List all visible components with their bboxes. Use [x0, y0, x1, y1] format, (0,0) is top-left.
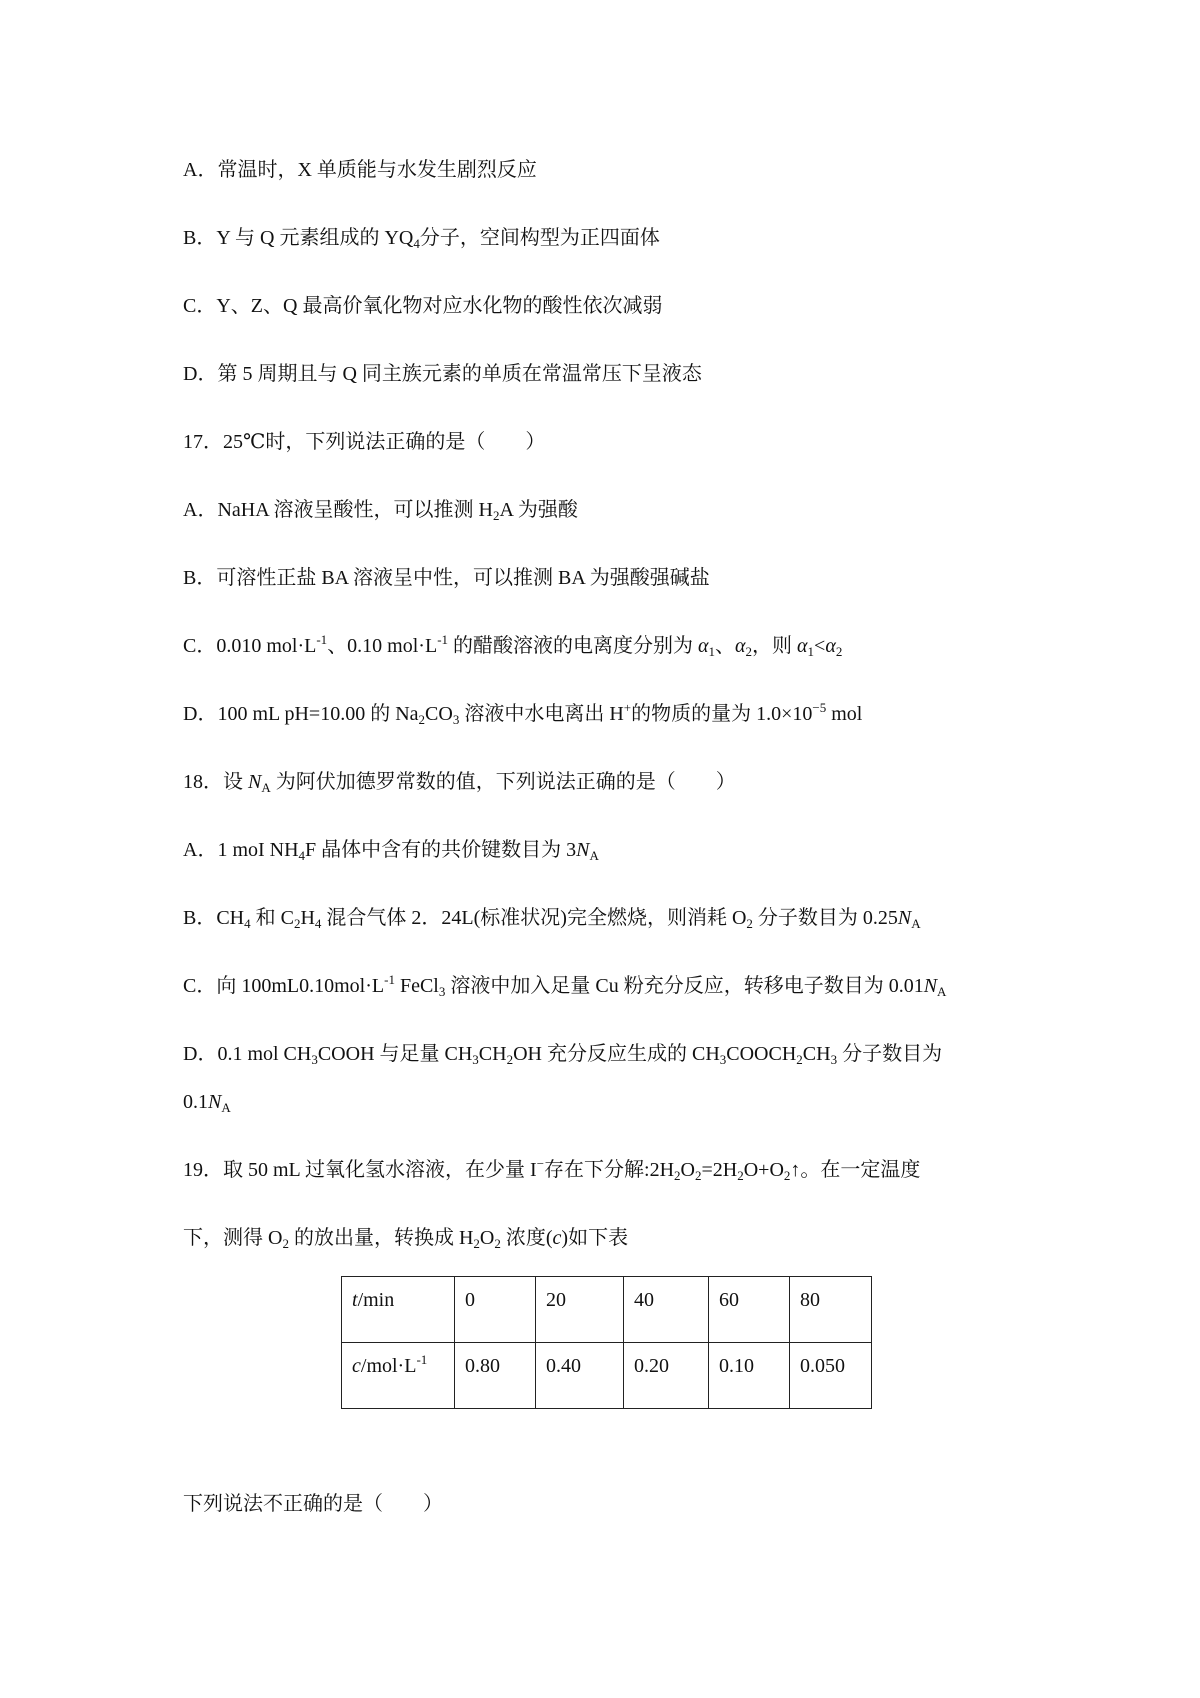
table-header-concentration: $c/mol\cdot L^{-1}$: [342, 1343, 455, 1409]
q17-option-a: A．NaHA 溶液呈酸性，可以推测 $H_2A$ 为强酸: [183, 499, 578, 523]
q18-option-d: D．0.1 mol $CH_3COOH$ 与足量 $CH_3CH_2OH$ 充分反应生成的 $CH_3COOCH_2CH_3$ 分子数目为: [183, 1043, 943, 1067]
table-row-time: [342, 1277, 872, 1343]
table-cell: 0.050: [790, 1343, 872, 1409]
q16-option-b: B．Y 与 Q 元素组成的 $YQ_4$分子，空间构型为正四面体: [183, 227, 660, 251]
q16-option-d: D．第 5 周期且与 Q 同主族元素的单质在常温常压下呈液态: [183, 363, 702, 385]
concentration-table: [341, 1276, 872, 1409]
table-header-time: t/min: [342, 1277, 455, 1343]
q19-stem-line-1: 19．取 50 mL 过氧化氢水溶液，在少量 I−存在下分解$:2H_2O_2=2H_2O+O_2↑$。在一定温度: [183, 1156, 921, 1183]
q17-stem: 17．25℃时，下列说法正确的是（ ）: [183, 431, 546, 453]
table-row-concentration: [342, 1343, 872, 1409]
q18-option-d-continued: $0.1N_A$: [183, 1091, 231, 1115]
q19-question: 下列说法不正确的是（ ）: [183, 1493, 443, 1515]
q16-option-c: C．Y、Z、Q 最高价氧化物对应水化物的酸性依次减弱: [183, 295, 663, 317]
table-cell: 0.40: [536, 1343, 624, 1409]
q18-option-b: B．$CH_4$ 和 $C_2H_4$ 混合气体 2．24L(标准状况)完全燃烧，则消耗 $O_2$ 分子数目为 $0.25N_A$: [183, 907, 921, 931]
table-cell: 0.20: [624, 1343, 709, 1409]
table-cell: 0.10: [709, 1343, 790, 1409]
table-cell: 0: [455, 1277, 536, 1343]
q16-option-a: A．常温时，X 单质能与水发生剧烈反应: [183, 159, 537, 181]
q17-option-c: C．0.010 $mol\cdot L^{-1}$、0.10 $mol\cdot L^{-1}$ 的醋酸溶液的电离度分别为 $\alpha_1$、$\alpha_2$，则 $\alpha_1<\alpha_2$: [183, 632, 843, 659]
table-cell: 0.80: [455, 1343, 536, 1409]
q17-option-b: B．可溶性正盐 BA 溶液呈中性，可以推测 BA 为强酸强碱盐: [183, 567, 710, 589]
table-cell: 80: [790, 1277, 872, 1343]
q18-option-c: C．向 $100mL0.10mol\cdot L^{-1}$ FeCl$_3$ 溶液中加入足量 Cu 粉充分反应，转移电子数目为 $0.01N_A$: [183, 972, 947, 999]
q18-stem: 18．设 $N_A$ 为阿伏加德罗常数的值，下列说法正确的是（ ）: [183, 771, 736, 795]
q19-stem-line-2: 下，测得 $O_2$ 的放出量，转换成 $H_2O_2$ 浓度(c)如下表: [183, 1227, 629, 1251]
table-cell: 40: [624, 1277, 709, 1343]
table-cell: 20: [536, 1277, 624, 1343]
table-cell: 60: [709, 1277, 790, 1343]
q17-option-d: D．100 mL pH=10.00 的 $Na_2CO_3$ 溶液中水电离出 H+的物质的量为 $1.0\times 10^{-5}$ mol: [183, 700, 863, 727]
q18-option-a: A．1 moI $NH_4F$ 晶体中含有的共价键数目为 $3N_A$: [183, 839, 599, 863]
